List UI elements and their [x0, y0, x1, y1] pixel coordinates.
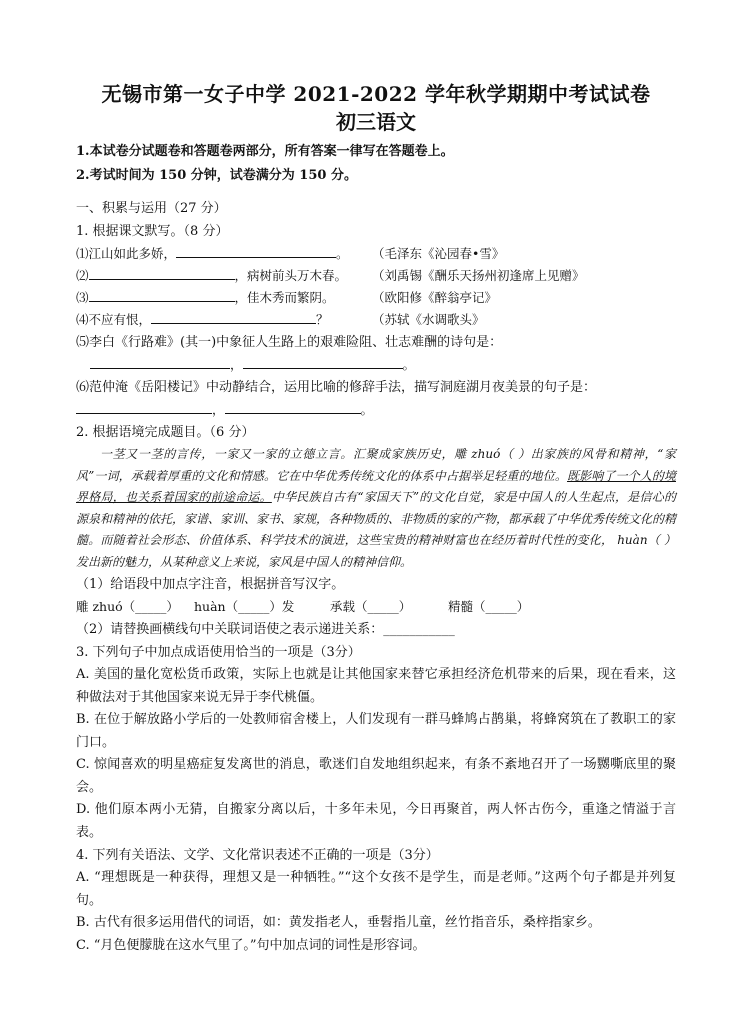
q2-sub1-row [76, 596, 676, 618]
q4-stem: 4. 下列有关语法、文学、文化常识表述不正确的一项是（3分） [76, 848, 439, 863]
passage-underlined-sentence: 既影响了一个人的境界格局，也关系着国家的前途命运。 [76, 468, 676, 504]
q2-stem: 2. 根据语境完成题目。（6 分） [76, 425, 255, 440]
q1-item-6-blanks [76, 399, 676, 421]
q1-item-3-pre: ⑶ [76, 290, 89, 305]
answer-blank[interactable] [90, 354, 230, 369]
q1-item-4-pre: ⑷不应有恨， [76, 312, 152, 327]
exam-page [76, 80, 676, 957]
pinyin-item: 雕 zhuó（_____） [76, 599, 179, 614]
item6-sep: ， [212, 402, 225, 417]
exam-subtitle: 初三语文 [336, 110, 416, 134]
q1-item-1 [76, 243, 676, 265]
pinyin-item: huàn（_____）发 [194, 599, 295, 614]
q4-option-a: A. “理想既是一种获得，理想又是一种牺牲。”“这个女孩不是学生，而是老师。”这两个句子都是并列复句。 [76, 870, 676, 908]
q1-item-1-source: （毛泽东《沁园春•雪》 [372, 246, 505, 261]
answer-blank[interactable] [151, 309, 316, 324]
q1-item-2-post: ，病树前头万木春。 [234, 268, 348, 283]
q1-item-1-pre: ⑴江山如此多娇， [76, 246, 177, 261]
answer-blank[interactable] [243, 354, 403, 369]
pinyin-item: 精髓（_____） [448, 599, 530, 614]
exam-title: 无锡市第一女子中学 2021-2022 学年秋学期期中考试试卷 [101, 82, 651, 106]
q1-item-5-blanks [76, 354, 676, 376]
q1-item-4 [76, 309, 676, 331]
q1-stem: 1. 根据课文默写。（8 分） [76, 224, 229, 239]
passage-text-a: 一茎又一茎的言传，一家又一家的立德立言。汇聚成家族历史，雕 zhuó（ ）出家族的风骨和精神，“家风”一词，承载着厚重的文化和情感。它在中华优秀传统文化的体系中占据举足轻重的地位。 [76, 447, 676, 483]
q1-item-5: ⑸李白《行路难》(其一)中象征人生路上的艰难险阻、壮志难酬的诗句是： [76, 335, 503, 350]
q2-sub2: （2）请替换画横线句中关联词语使之表示递进关系：___________ [76, 622, 455, 637]
item5-sep: ， [230, 357, 243, 372]
item5-end: 。 [402, 357, 416, 372]
q1-item-2 [76, 265, 676, 287]
pinyin-item: 承载（_____） [330, 599, 412, 614]
answer-blank[interactable] [89, 287, 235, 302]
q1-item-4-source: （苏轼《水调歌头》 [372, 312, 485, 327]
q1-item-3 [76, 287, 676, 309]
q1-item-6: ⑹范仲淹《岳阳楼记》中动静结合，运用比喻的修辞手法，描写洞庭湖月夜美景的句子是： [76, 380, 597, 395]
q4-option-c: C. “月色便朦胧在这水气里了。”句中加点词的词性是形容词。 [76, 937, 426, 953]
answer-blank[interactable] [176, 243, 336, 258]
q1-item-4-post: ？ [316, 312, 329, 327]
q1-item-2-source: （刘禹锡《酬乐天扬州初逢席上见赠》 [372, 268, 585, 283]
q3-option-a: A. 美国的量化宽松货币政策，实际上也就是让其他国家来替它承担经济危机带来的后果，现在看来，这种做法对于其他国家来说无异于李代桃僵。 [76, 667, 676, 705]
answer-blank[interactable] [76, 399, 212, 414]
instruction-1: 1.本试卷分试题卷和答题卷两部分，所有答案一律写在答题卷上。 [76, 144, 454, 159]
q1-item-3-post: ，佳木秀而繁阴。 [234, 290, 335, 305]
q1-item-1-post: 。 [336, 246, 349, 261]
q3-option-d: D. 他们原本两小无猜，自搬家分离以后，十多年未见，今日再聚首，两人怀古伤今，重逢之情溢于言表。 [76, 802, 676, 840]
q3-option-c: C. 惊闻喜欢的明星癌症复发离世的消息，歌迷们自发地组织起来，有条不紊地召开了一场嬲嘶底里的聚会。 [76, 757, 676, 795]
answer-blank[interactable] [225, 399, 361, 414]
section-heading: 一、积累与运用（27 分） [76, 201, 227, 216]
instruction-2: 2.考试时间为 150 分钟，试卷满分为 150 分。 [76, 168, 357, 183]
q3-stem: 3. 下列句子中加点成语使用恰当的一项是（3分） [76, 645, 361, 660]
q2-sub1: （1）给语段中加点字注音，根据拼音写汉字。 [76, 577, 345, 592]
q1-item-2-pre: ⑵ [76, 268, 89, 283]
q1-item-3-source: （欧阳修《醉翁亭记》 [372, 290, 498, 305]
q4-option-b: B. 古代有很多运用借代的词语，如：黄发指老人，垂髫指儿童，丝竹指音乐，桑梓指家乡。 [76, 915, 601, 930]
q3-option-b: B. 在位于解放路小学后的一处教师宿舍楼上，人们发现有一群马蜂鸠占鹊巢，将蜂窝筑在了教职工的家门口。 [76, 712, 676, 750]
q2-passage [76, 444, 676, 573]
item6-end: 。 [360, 402, 374, 417]
answer-blank[interactable] [89, 265, 235, 280]
passage-text-b: 中华民族自古有“家国天下”的文化自觉，家是中国人的人生起点，是信心的源泉和精神的依托，家谱、家训、家书、家规，各种物质的、非物质的家的产物，都承载了中华优秀传统文化的精髓。而随着社会形态、价值体系、科学技术的演进，这些宝贵的精神财富也在经历着时代性的变化， huàn（ ）发出新的魅力，从某种意义上来说，家风是中国人的精神信仰。 [76, 490, 677, 569]
